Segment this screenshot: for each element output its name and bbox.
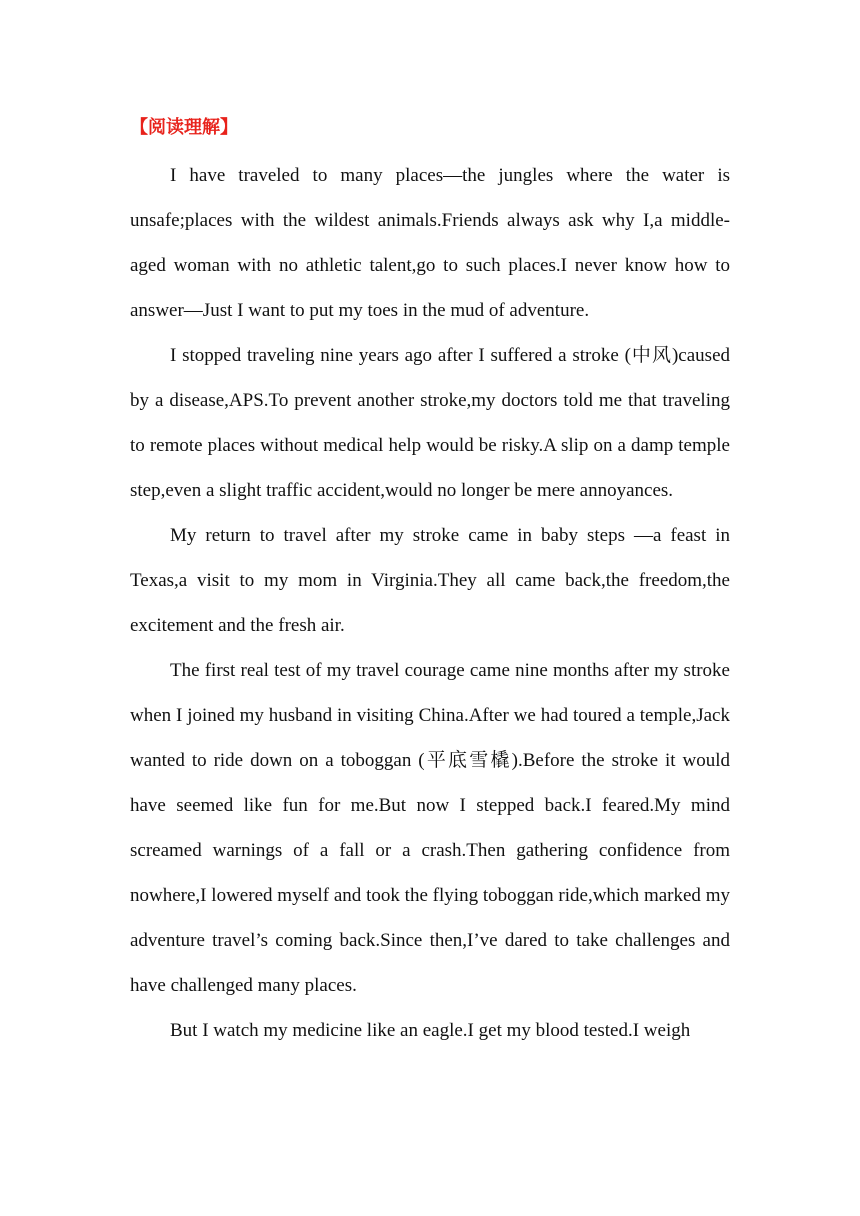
paragraph-2: I stopped traveling nine years ago after I suffered a stroke (中风)caused by a disease,APS.To prevent another stroke,my doctors told me that traveling to remote places without medical help would be risky.A slip on a damp temple step,even a slight traffic accident,would no longer be mere annoyances. [130,345,730,501]
document-page [130,108,730,1053]
paragraph-5: But I watch my medicine like an eagle.I get my blood tested.I weigh [170,1020,691,1041]
section-heading: 【阅读理解】 [130,117,238,138]
paragraph-1: I have traveled to many places—the jungles where the water is unsafe;places with the wildest animals.Friends always ask why I,a middle-aged woman with no athletic talent,go to such places.I never know how to answer—Just I want to put my toes in the mud of adventure. [130,165,730,321]
paragraph-4: The first real test of my travel courage came nine months after my stroke when I joined my husband in visiting China.After we had toured a temple,Jack wanted to ride down on a toboggan (平底雪橇).Before the stroke it would have seemed like fun for me.But now I stepped back.I feared.My mind screamed warnings of a fall or a crash.Then gathering confidence from nowhere,I lowered myself and took the flying toboggan ride,which marked my adventure travel’s coming back.Since then,I’ve dared to take challenges and have challenged many places. [130,660,730,996]
paragraph-3: My return to travel after my stroke came in baby steps —a feast in Texas,a visit to my mom in Virginia.They all came back,the freedom,the excitement and the fresh air. [130,525,730,636]
